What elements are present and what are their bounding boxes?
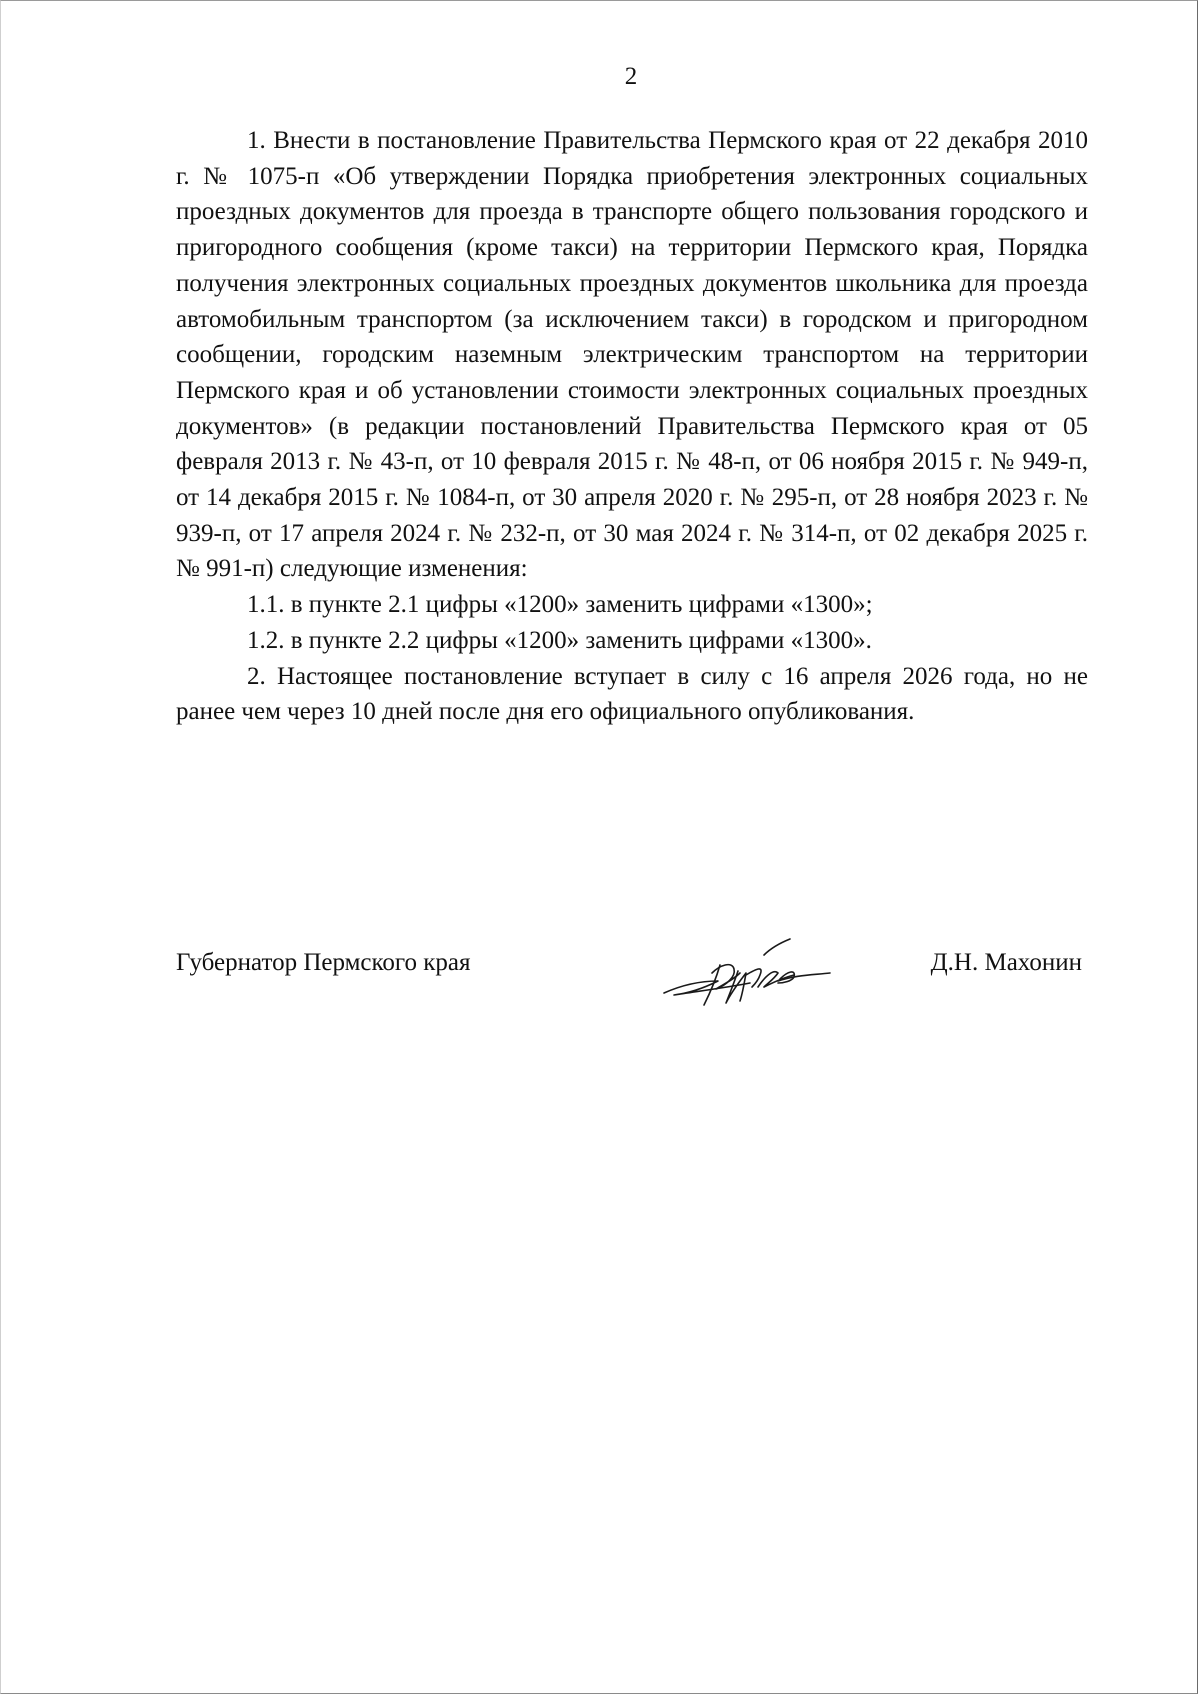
paragraph-change-2-1: 1.1. в пункте 2.1 цифры «1200» заменить цифрами «1300»;: [247, 591, 873, 619]
signer-name: Д.Н. Махонин: [930, 949, 1082, 976]
paragraph-change-2-2: 1.2. в пункте 2.2 цифры «1200» заменить цифрами «1300».: [247, 626, 872, 654]
paragraph-effective-date: 2. Настоящее постановление вступает в силу с 16 апреля 2026 года, но не ранее чем через 10 дней после дня его официального опубликования.: [176, 662, 1088, 726]
signature-block: [176, 949, 1086, 1009]
resolution-body: [176, 123, 1088, 730]
paragraph-amendment: 1. Внести в постановление Правительства Пермского края от 22 декабря 2010 г. № 1075-п «Об утверждении Порядка приобретения электронных социальных проездных документов для проезда в транспорте общего пользования городского и пригородного сообщения (кроме такси) на территории Пермского края, Порядка получения электронных социальных проездных документов школьника для проезда автомобильным транспортом (за исключением такси) в городском и пригородном сообщении, городским наземным электрическим транспортом на территории Пермского края и об установлении стоимости электронных социальных проездных документов» (в редакции постановлений Правительства Пермского края от 05 февраля 2013 г. № 43-п, от 10 февраля 2015 г. № 48-п, от 06 ноября 2015 г. № 949-п, от 14 декабря 2015 г. № 1084-п, от 30 апреля 2020 г. № 295-п, от 28 ноября 2023 г. № 939-п, от 17 апреля 2024 г. № 232-п, от 30 мая 2024 г. № 314-п, от 02 декабря 2025 г. № 991-п) следующие изменения:: [176, 127, 1088, 583]
page-number: 2: [624, 63, 638, 90]
signer-title: Губернатор Пермского края: [176, 949, 471, 976]
handwritten-signature-icon: [660, 935, 836, 1011]
